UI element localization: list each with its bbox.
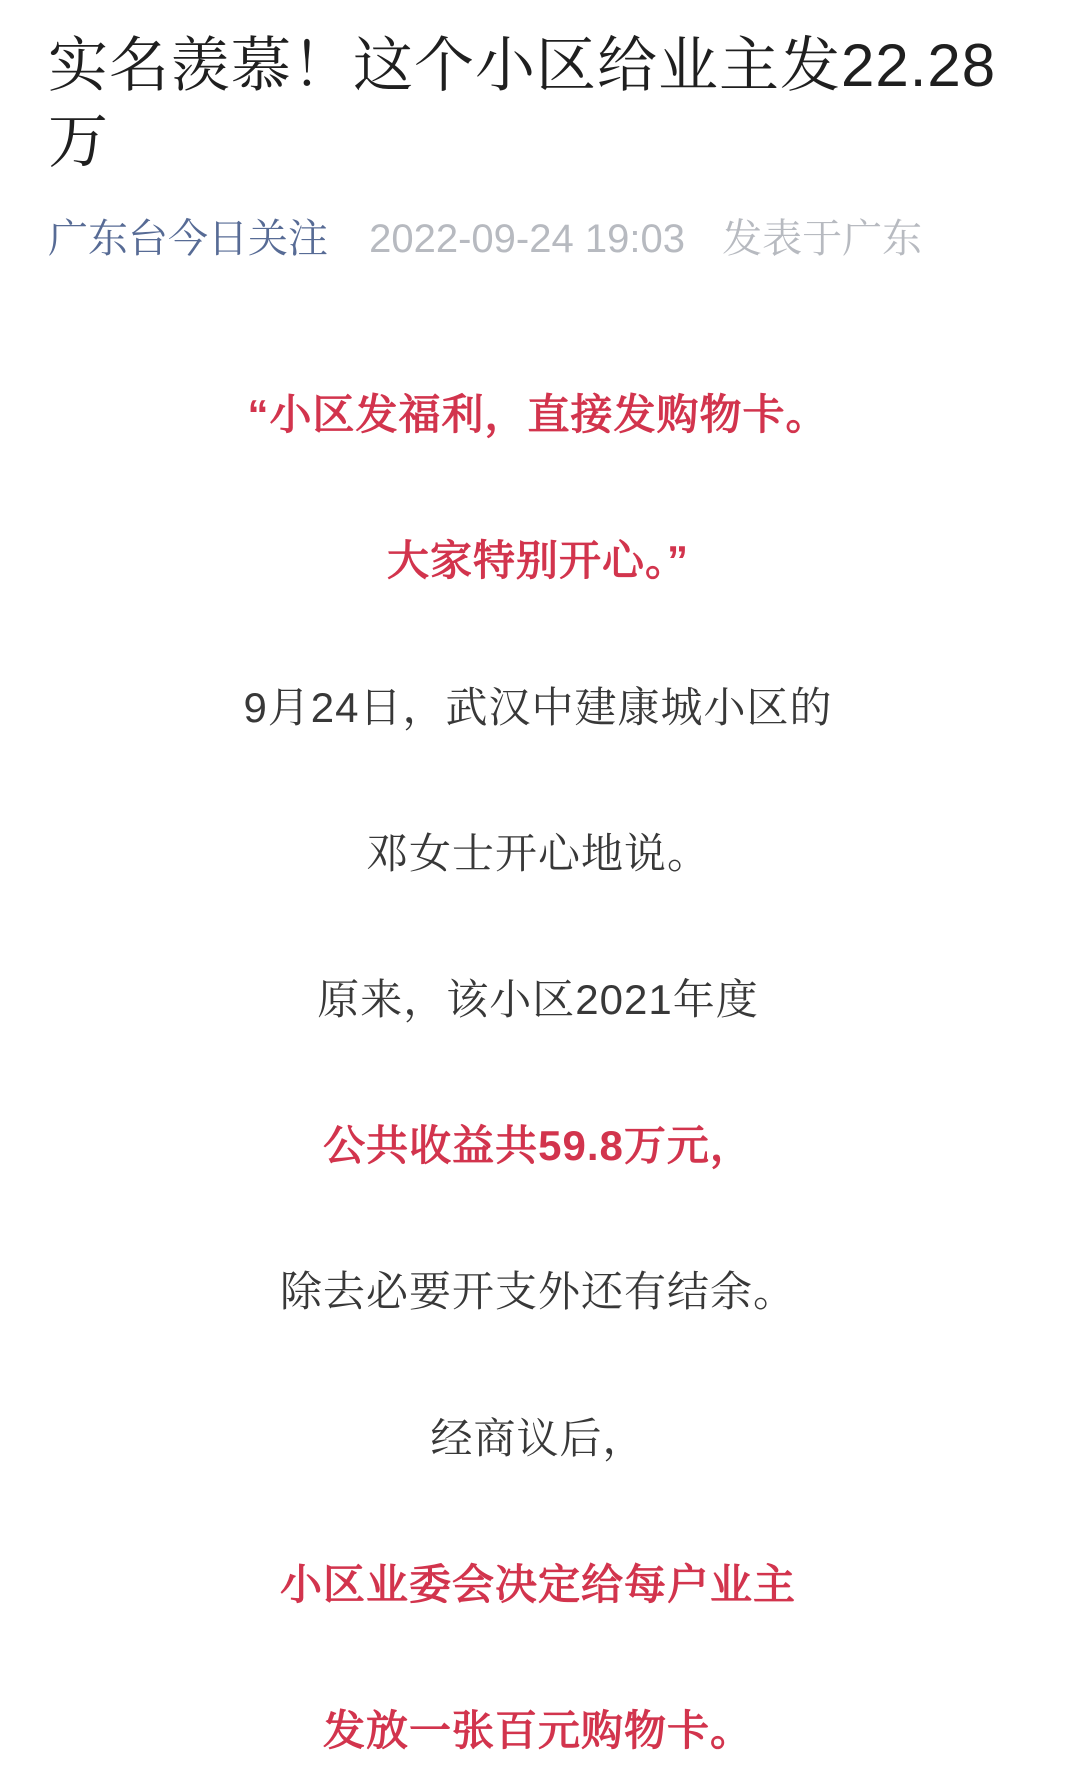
paragraph-income-highlight: 公共收益共59.8万元，: [323, 1122, 753, 1170]
article-title-line-1: 实名羡慕！这个小区给业主发22.28: [48, 32, 997, 99]
paragraph-surplus: 除去必要开支外还有结余。: [279, 1268, 796, 1316]
publish-location: 发表于广东: [722, 217, 923, 262]
article-body: [48, 381, 1028, 1764]
paragraph-quote-2: 大家特别开心。”: [386, 537, 689, 585]
paragraph-date-intro: 9月24日，武汉中建康城小区的: [243, 683, 833, 731]
paragraph-speaker: 邓女士开心地说。: [365, 829, 710, 877]
paragraph-discussion: 经商议后，: [430, 1414, 646, 1462]
byline: [48, 215, 1028, 263]
paragraph-card-highlight: 发放一张百元购物卡。: [322, 1706, 753, 1754]
paragraph-quote-1: “小区发福利，直接发购物卡。: [247, 391, 829, 439]
article-title-line-2: 万: [48, 107, 109, 175]
account-name-link[interactable]: 广东台今日关注: [48, 217, 328, 262]
article-title: [48, 28, 1028, 179]
paragraph-background: 原来，该小区2021年度: [317, 975, 759, 1023]
publish-datetime: 2022-09-24 19:03: [369, 217, 685, 262]
paragraph-decision-highlight: 小区业委会决定给每户业主: [279, 1560, 796, 1608]
